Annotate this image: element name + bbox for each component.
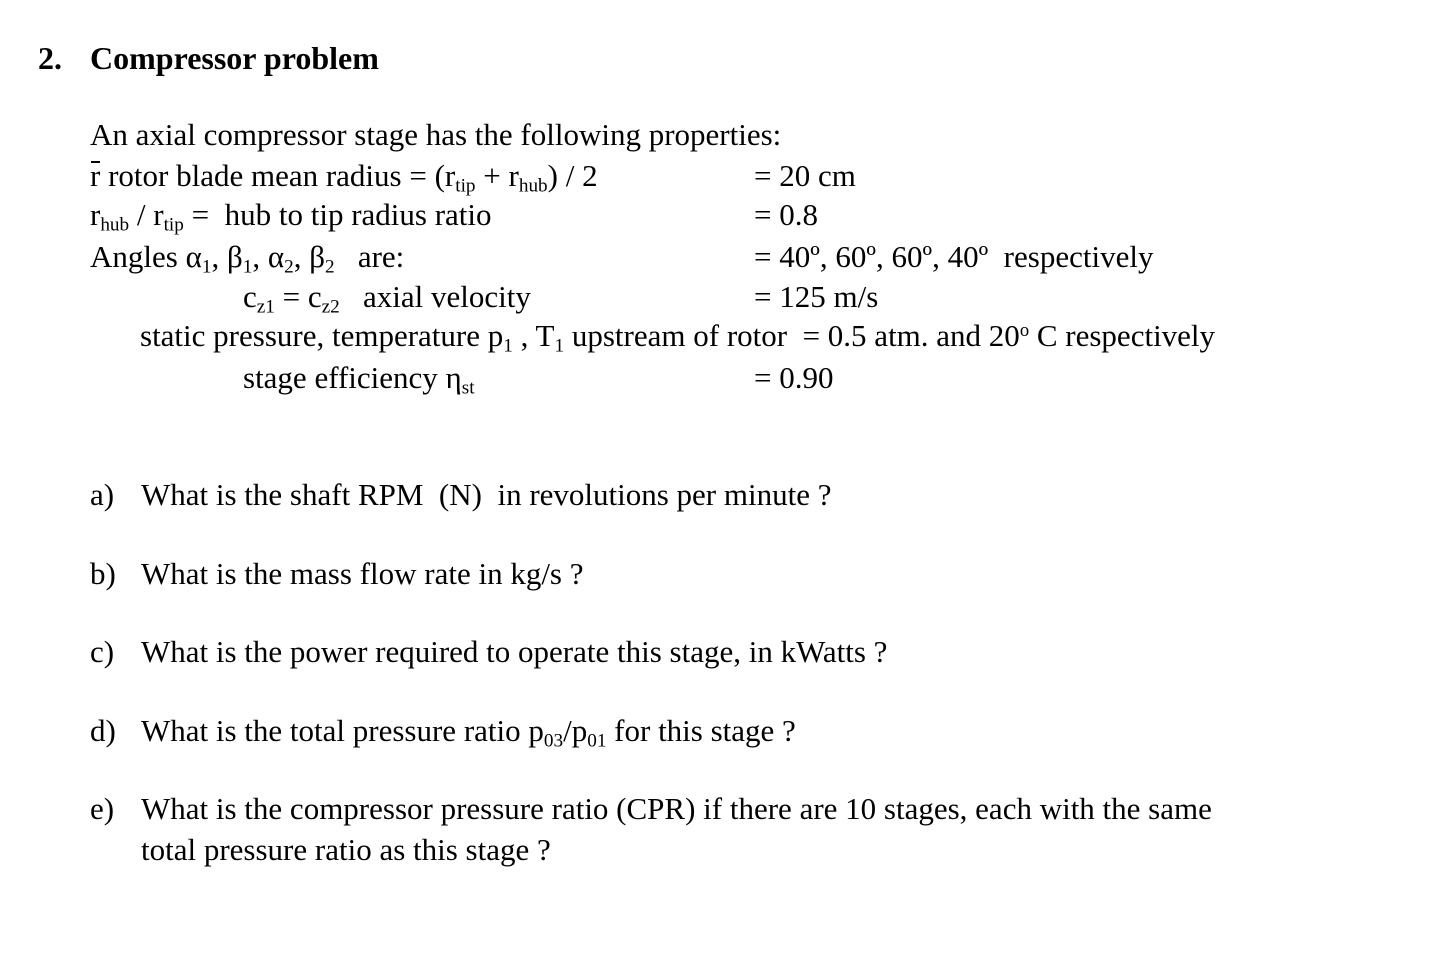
sub-hub-2: hub xyxy=(100,214,130,236)
question-d-pre: What is the total pressure ratio p xyxy=(141,713,544,748)
r-tip: r xyxy=(444,158,456,193)
beta-2: β xyxy=(309,239,325,274)
upstream-end: C respectively xyxy=(1029,318,1216,353)
r-hub: r xyxy=(508,158,519,193)
p03-sub: 03 xyxy=(543,730,564,752)
eta-symbol: η xyxy=(445,360,462,395)
r-hub-2: r xyxy=(90,197,101,232)
axial-velocity-value: = 125 m/s xyxy=(754,279,879,314)
alpha-2-sub: 2 xyxy=(284,256,294,278)
sep-3: , xyxy=(293,239,310,274)
angles-suffix: are: xyxy=(334,239,405,274)
upstream-tail: upstream of rotor = 0.5 atm. and 20 xyxy=(564,318,1020,353)
angles-label xyxy=(90,239,405,278)
question-a-label: a) xyxy=(90,477,115,512)
angles-prefix: Angles xyxy=(90,239,186,274)
question-d-text xyxy=(141,713,796,752)
question-b-label: b) xyxy=(90,556,116,591)
mean-radius-tail: ) / 2 xyxy=(547,158,598,193)
mean-radius-desc: rotor blade mean radius = ( xyxy=(100,158,445,193)
sub-tip: tip xyxy=(455,175,476,197)
hub-tip-value: = 0.8 xyxy=(754,197,818,232)
r-tip-2: r xyxy=(153,197,164,232)
beta-1: β xyxy=(226,239,243,274)
sep-2: , xyxy=(252,239,268,274)
equals-sign: = xyxy=(274,279,308,314)
question-d-post: for this stage ? xyxy=(606,713,796,748)
degree-symbol: o xyxy=(1019,319,1030,341)
mean-radius-value: = 20 cm xyxy=(754,158,856,193)
c-1: c xyxy=(243,279,257,314)
question-b-text: What is the mass flow rate in kg/s ? xyxy=(141,556,584,591)
c-2-sub: z2 xyxy=(321,296,340,318)
alpha-1: α xyxy=(185,239,202,274)
upstream-desc: static pressure, temperature p xyxy=(140,318,504,353)
efficiency-value: = 0.90 xyxy=(754,360,834,395)
question-c-text: What is the power required to operate this stage, in kWatts ? xyxy=(141,634,888,669)
beta-2-sub: 2 xyxy=(324,256,335,278)
axial-velocity-desc: axial velocity xyxy=(339,279,531,314)
question-d-mid: /p xyxy=(563,713,588,748)
p01-sub: 01 xyxy=(587,730,607,752)
problem-title: Compressor problem xyxy=(90,40,379,76)
alpha-2: α xyxy=(267,239,285,274)
r-bar-symbol: r xyxy=(90,158,101,193)
upstream-conditions xyxy=(140,318,1216,357)
plus-sign: + xyxy=(475,158,509,193)
upstream-mid: , T xyxy=(512,318,555,353)
hub-tip-label xyxy=(90,197,492,236)
p1-sub: 1 xyxy=(503,335,513,357)
question-e-line2: total pressure ratio as this stage ? xyxy=(141,832,551,867)
problem-number: 2. xyxy=(38,40,62,76)
c-2: c xyxy=(307,279,322,314)
question-e-line1: What is the compressor pressure ratio (CPR) if there are 10 stages, each with the same xyxy=(141,791,1212,826)
slash: / xyxy=(129,197,154,232)
angles-value: = 40º, 60º, 60º, 40º respectively xyxy=(754,239,1154,274)
question-c-label: c) xyxy=(90,634,115,669)
efficiency-desc: stage efficiency xyxy=(243,360,446,395)
sub-tip-2: tip xyxy=(163,214,184,236)
sep-1: , xyxy=(211,239,227,274)
efficiency-label xyxy=(243,360,475,399)
eta-sub: st xyxy=(461,377,475,399)
sub-hub: hub xyxy=(518,175,548,197)
beta-1-sub: 1 xyxy=(242,256,253,278)
mean-radius-label xyxy=(90,158,598,197)
alpha-1-sub: 1 xyxy=(201,256,212,278)
t1-sub: 1 xyxy=(554,335,565,357)
axial-velocity-label xyxy=(243,279,531,318)
question-d-label: d) xyxy=(90,713,116,748)
c-1-sub: z1 xyxy=(256,296,275,318)
intro-text: An axial compressor stage has the following properties: xyxy=(90,117,782,152)
question-e-label: e) xyxy=(90,791,115,826)
question-a-text: What is the shaft RPM (N) in revolutions per minute ? xyxy=(141,477,832,512)
hub-tip-desc: = hub to tip radius ratio xyxy=(183,197,492,232)
